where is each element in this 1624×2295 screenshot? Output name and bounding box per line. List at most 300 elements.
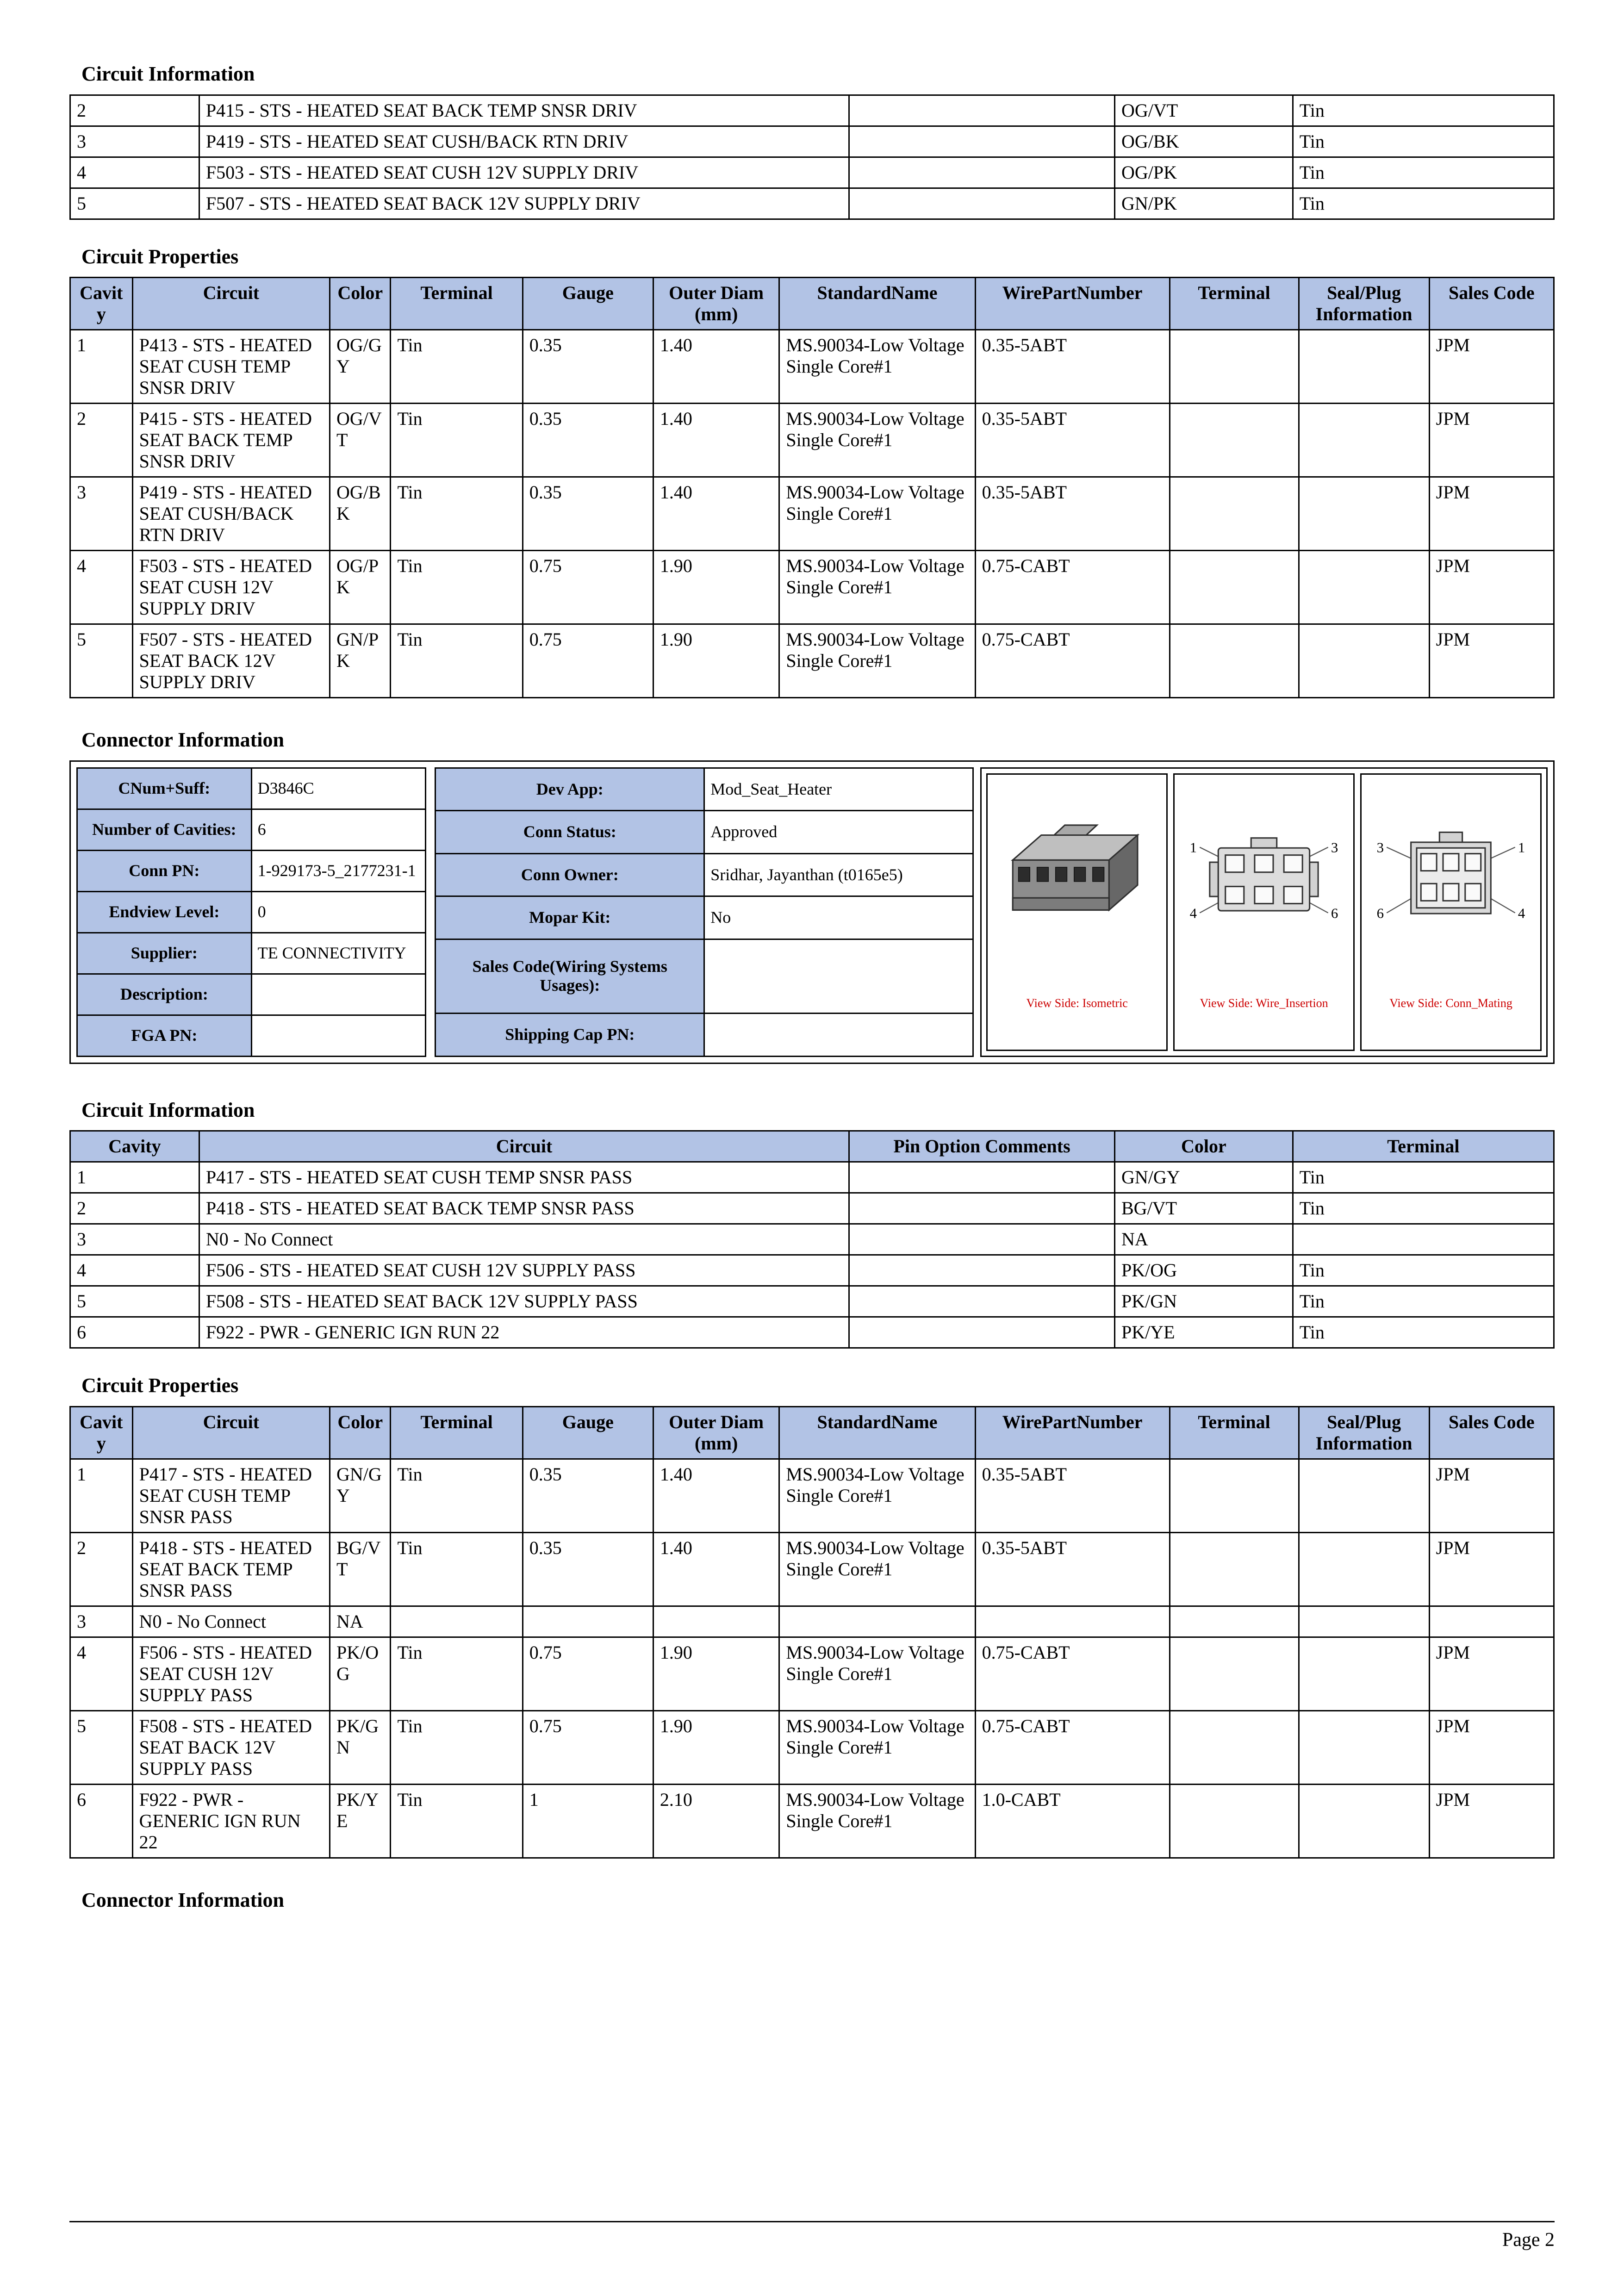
cell-cavity: 5 xyxy=(70,1286,199,1317)
cell-cavity: 1 xyxy=(70,1459,133,1532)
cell-gauge: 0.35 xyxy=(523,477,653,551)
col-header-outer-diam: Outer Diam (mm) xyxy=(653,1406,779,1459)
connector-view-conn-mating xyxy=(1360,773,1542,1051)
cell-terminal: Tin xyxy=(1293,1193,1554,1224)
cell-terminal xyxy=(1293,1224,1554,1255)
cell-standardname: MS.90034-Low Voltage Single Core#1 xyxy=(779,1637,975,1710)
cell-seal-plug xyxy=(1299,1532,1429,1606)
cell-terminal: Tin xyxy=(1293,1317,1554,1348)
col-header-circuit: Circuit xyxy=(132,278,330,330)
cell-cavity: 6 xyxy=(70,1317,199,1348)
cell-standardname: MS.90034-Low Voltage Single Core#1 xyxy=(779,477,975,551)
field-row xyxy=(77,974,426,1015)
cell-seal-plug xyxy=(1299,1784,1429,1858)
cell-cavity: 2 xyxy=(70,95,199,126)
view-caption-wire-insertion: View Side: Wire_Insertion xyxy=(1200,996,1328,1010)
cell-seal-plug xyxy=(1299,1606,1429,1637)
cell-cavity: 5 xyxy=(70,188,199,219)
cell-circuit: P418 - STS - HEATED SEAT BACK TEMP SNSR PASS xyxy=(132,1532,330,1606)
field-value-conn-owner: Sridhar, Jayanthan (t0165e5) xyxy=(704,853,973,896)
table-row xyxy=(70,404,1554,477)
cell-circuit: F922 - PWR - GENERIC IGN RUN 22 xyxy=(199,1317,849,1348)
field-label-supplier: Supplier: xyxy=(77,933,252,974)
cell-terminal: Tin xyxy=(391,477,523,551)
cell-outer-diam: 1.90 xyxy=(653,1637,779,1710)
cell-wirepartnumber: 0.75-CABT xyxy=(975,624,1170,698)
col-header-terminal: Terminal xyxy=(391,1406,523,1459)
cell-circuit: F508 - STS - HEATED SEAT BACK 12V SUPPLY PASS xyxy=(132,1710,330,1784)
field-value-sales-code-usages xyxy=(704,939,973,1013)
cell-circuit: F922 - PWR - GENERIC IGN RUN 22 xyxy=(132,1784,330,1858)
cell-gauge: 0.75 xyxy=(523,1710,653,1784)
cell-cavity: 4 xyxy=(70,157,199,188)
circuit-information-table-1 xyxy=(69,94,1555,220)
col-header-terminal-2: Terminal xyxy=(1170,1406,1299,1459)
cell-terminal: Tin xyxy=(1293,95,1554,126)
field-label-conn-owner: Conn Owner: xyxy=(436,853,704,896)
table-row xyxy=(70,1532,1554,1606)
cell-gauge: 1 xyxy=(523,1784,653,1858)
connector-information-section-2 xyxy=(69,1889,1555,1912)
cell-terminal xyxy=(391,1606,523,1637)
cell-cavity: 6 xyxy=(70,1784,133,1858)
cell-terminal: Tin xyxy=(1293,157,1554,188)
field-value-description xyxy=(251,974,426,1015)
cell-terminal: Tin xyxy=(1293,126,1554,157)
cell-color: PK/GN xyxy=(1115,1286,1293,1317)
field-label-fga-pn: FGA PN: xyxy=(77,1015,252,1056)
col-header-color: Color xyxy=(330,1406,391,1459)
cell-circuit: P419 - STS - HEATED SEAT CUSH/BACK RTN DRIV xyxy=(132,477,330,551)
cell-terminal-2 xyxy=(1170,1459,1299,1532)
field-row xyxy=(77,1015,426,1056)
cell-pin-option xyxy=(849,188,1115,219)
cell-outer-diam: 2.10 xyxy=(653,1784,779,1858)
cell-seal-plug xyxy=(1299,624,1429,698)
cell-cavity: 4 xyxy=(70,1255,199,1286)
col-header-gauge: Gauge xyxy=(523,278,653,330)
col-header-wirepartnumber: WirePartNumber xyxy=(975,278,1170,330)
cell-cavity: 5 xyxy=(70,1710,133,1784)
cell-pin-option xyxy=(849,157,1115,188)
cell-terminal: Tin xyxy=(1293,1162,1554,1193)
col-header-terminal-2: Terminal xyxy=(1170,278,1299,330)
cell-color: OG/VT xyxy=(330,404,391,477)
cell-seal-plug xyxy=(1299,1637,1429,1710)
pin-label-top-right: 1 xyxy=(1518,840,1525,856)
cell-terminal-2 xyxy=(1170,1710,1299,1784)
field-row xyxy=(77,891,426,933)
pin-label-bottom-right: 4 xyxy=(1518,905,1525,921)
cell-circuit: P415 - STS - HEATED SEAT BACK TEMP SNSR DRIV xyxy=(199,95,849,126)
header-row xyxy=(70,278,1554,330)
col-header-color: Color xyxy=(1115,1131,1293,1162)
col-header-color: Color xyxy=(330,278,391,330)
cell-cavity: 4 xyxy=(70,551,133,624)
col-header-sales-code: Sales Code xyxy=(1429,1406,1554,1459)
cell-standardname xyxy=(779,1606,975,1637)
section-heading-connector-information-2: Connector Information xyxy=(81,1888,284,1911)
cell-sales-code: JPM xyxy=(1429,1459,1554,1532)
cell-gauge: 0.75 xyxy=(523,1637,653,1710)
field-value-mopar-kit: No xyxy=(704,896,973,939)
cell-terminal: Tin xyxy=(391,404,523,477)
cell-terminal: Tin xyxy=(391,624,523,698)
cell-terminal: Tin xyxy=(1293,1255,1554,1286)
cell-gauge: 0.35 xyxy=(523,1532,653,1606)
col-header-seal-plug: Seal/Plug Information xyxy=(1299,278,1429,330)
field-label-dev-app: Dev App: xyxy=(436,768,704,811)
cell-cavity: 2 xyxy=(70,1193,199,1224)
cell-color: PK/YE xyxy=(330,1784,391,1858)
cell-standardname: MS.90034-Low Voltage Single Core#1 xyxy=(779,1784,975,1858)
field-label-endview-level: Endview Level: xyxy=(77,891,252,933)
field-label-shipping-cap-pn: Shipping Cap PN: xyxy=(436,1014,704,1057)
cell-color: GN/GY xyxy=(1115,1162,1293,1193)
section-heading-circuit-properties-1: Circuit Properties xyxy=(81,245,239,268)
cell-sales-code: JPM xyxy=(1429,624,1554,698)
field-label-description: Description: xyxy=(77,974,252,1015)
cell-gauge: 0.35 xyxy=(523,1459,653,1532)
pin-label-bottom-right: 6 xyxy=(1331,905,1338,921)
cell-circuit: F507 - STS - HEATED SEAT BACK 12V SUPPLY DRIV xyxy=(132,624,330,698)
cell-color: NA xyxy=(1115,1224,1293,1255)
section-heading-circuit-properties-2: Circuit Properties xyxy=(81,1374,239,1397)
field-label-mopar-kit: Mopar Kit: xyxy=(436,896,704,939)
col-header-standardname: StandardName xyxy=(779,278,975,330)
cell-cavity: 1 xyxy=(70,330,133,404)
cell-outer-diam: 1.90 xyxy=(653,551,779,624)
cell-circuit: P417 - STS - HEATED SEAT CUSH TEMP SNSR PASS xyxy=(199,1162,849,1193)
cell-outer-diam: 1.40 xyxy=(653,330,779,404)
cell-wirepartnumber: 0.35-5ABT xyxy=(975,330,1170,404)
cell-circuit: P413 - STS - HEATED SEAT CUSH TEMP SNSR DRIV xyxy=(132,330,330,404)
cell-wirepartnumber: 1.0-CABT xyxy=(975,1784,1170,1858)
cell-gauge: 0.75 xyxy=(523,551,653,624)
field-value-dev-app: Mod_Seat_Heater xyxy=(704,768,973,811)
table-row xyxy=(70,1784,1554,1858)
pin-label-top-left: 1 xyxy=(1189,840,1197,856)
circuit-information-section-2 xyxy=(69,1099,1555,1349)
col-header-pin-option-comments: Pin Option Comments xyxy=(849,1131,1115,1162)
cell-color: OG/BK xyxy=(330,477,391,551)
connector-view-images xyxy=(980,767,1548,1057)
cell-seal-plug xyxy=(1299,330,1429,404)
cell-pin-option xyxy=(849,95,1115,126)
cell-standardname: MS.90034-Low Voltage Single Core#1 xyxy=(779,624,975,698)
cell-color: OG/VT xyxy=(1115,95,1293,126)
cell-seal-plug xyxy=(1299,404,1429,477)
cell-circuit: F503 - STS - HEATED SEAT CUSH 12V SUPPLY DRIV xyxy=(199,157,849,188)
cell-sales-code: JPM xyxy=(1429,330,1554,404)
cell-terminal-2 xyxy=(1170,1637,1299,1710)
table-row xyxy=(70,477,1554,551)
section-heading-circuit-information-1: Circuit Information xyxy=(81,62,255,85)
cell-terminal: Tin xyxy=(391,551,523,624)
cell-pin-option xyxy=(849,1317,1115,1348)
cell-terminal: Tin xyxy=(391,1710,523,1784)
field-label-conn-status: Conn Status: xyxy=(436,811,704,854)
cell-standardname: MS.90034-Low Voltage Single Core#1 xyxy=(779,330,975,404)
col-header-outer-diam: Outer Diam (mm) xyxy=(653,278,779,330)
cell-cavity: 3 xyxy=(70,1606,133,1637)
page-footer xyxy=(69,2221,1555,2251)
section-heading-circuit-information-2: Circuit Information xyxy=(81,1098,255,1121)
table-row xyxy=(70,1317,1554,1348)
table-row xyxy=(70,1710,1554,1784)
cell-color: PK/GN xyxy=(330,1710,391,1784)
cell-wirepartnumber: 0.35-5ABT xyxy=(975,1459,1170,1532)
col-header-terminal: Terminal xyxy=(1293,1131,1554,1162)
field-row xyxy=(77,933,426,974)
cell-cavity: 1 xyxy=(70,1162,199,1193)
cell-wirepartnumber: 0.35-5ABT xyxy=(975,477,1170,551)
cell-sales-code: JPM xyxy=(1429,1784,1554,1858)
field-value-shipping-cap-pn xyxy=(704,1014,973,1057)
field-row xyxy=(77,809,426,850)
table-row xyxy=(70,1286,1554,1317)
cell-circuit: F507 - STS - HEATED SEAT BACK 12V SUPPLY DRIV xyxy=(199,188,849,219)
cell-outer-diam: 1.40 xyxy=(653,404,779,477)
cell-terminal: Tin xyxy=(391,1784,523,1858)
cell-color: PK/OG xyxy=(1115,1255,1293,1286)
cell-circuit: F506 - STS - HEATED SEAT CUSH 12V SUPPLY PASS xyxy=(199,1255,849,1286)
field-value-conn-status: Approved xyxy=(704,811,973,854)
cell-gauge xyxy=(523,1606,653,1637)
cell-circuit: F503 - STS - HEATED SEAT CUSH 12V SUPPLY DRIV xyxy=(132,551,330,624)
cell-gauge: 0.35 xyxy=(523,330,653,404)
cell-terminal: Tin xyxy=(1293,1286,1554,1317)
cell-circuit: N0 - No Connect xyxy=(199,1224,849,1255)
field-label-sales-code-usages: Sales Code(Wiring Systems Usages): xyxy=(436,939,704,1013)
cell-color: OG/BK xyxy=(1115,126,1293,157)
table-row xyxy=(70,95,1554,126)
cell-outer-diam xyxy=(653,1606,779,1637)
cell-circuit: F506 - STS - HEATED SEAT CUSH 12V SUPPLY PASS xyxy=(132,1637,330,1710)
view-caption-conn-mating: View Side: Conn_Mating xyxy=(1389,996,1512,1010)
cell-wirepartnumber: 0.75-CABT xyxy=(975,1710,1170,1784)
cell-standardname: MS.90034-Low Voltage Single Core#1 xyxy=(779,1532,975,1606)
table-row xyxy=(70,330,1554,404)
cell-terminal: Tin xyxy=(391,1532,523,1606)
cell-seal-plug xyxy=(1299,551,1429,624)
col-header-circuit: Circuit xyxy=(199,1131,849,1162)
col-header-gauge: Gauge xyxy=(523,1406,653,1459)
cell-circuit: P417 - STS - HEATED SEAT CUSH TEMP SNSR PASS xyxy=(132,1459,330,1532)
circuit-properties-section-2 xyxy=(69,1374,1555,1859)
cell-color: OG/PK xyxy=(330,551,391,624)
cell-circuit: N0 - No Connect xyxy=(132,1606,330,1637)
cell-pin-option xyxy=(849,1193,1115,1224)
table-row xyxy=(70,1193,1554,1224)
cell-pin-option xyxy=(849,126,1115,157)
field-label-number-of-cavities: Number of Cavities: xyxy=(77,809,252,850)
cell-color: OG/PK xyxy=(1115,157,1293,188)
cell-sales-code: JPM xyxy=(1429,1710,1554,1784)
cell-sales-code xyxy=(1429,1606,1554,1637)
circuit-information-section-1 xyxy=(69,62,1555,220)
field-row xyxy=(77,850,426,891)
col-header-cavity: Cavity xyxy=(70,1406,133,1459)
cell-color: NA xyxy=(330,1606,391,1637)
cell-terminal-2 xyxy=(1170,1532,1299,1606)
cell-color: BG/VT xyxy=(330,1532,391,1606)
cell-terminal: Tin xyxy=(1293,188,1554,219)
cell-gauge: 0.35 xyxy=(523,404,653,477)
cell-terminal: Tin xyxy=(391,330,523,404)
cell-standardname: MS.90034-Low Voltage Single Core#1 xyxy=(779,404,975,477)
pin-label-top-left: 3 xyxy=(1376,840,1384,856)
field-row xyxy=(77,768,426,809)
connector-conn-mating-drawing xyxy=(1365,778,1537,977)
table-row xyxy=(70,1255,1554,1286)
connector-left-field-table xyxy=(76,767,426,1057)
cell-cavity: 3 xyxy=(70,1224,199,1255)
cell-color: GN/PK xyxy=(1115,188,1293,219)
connector-view-isometric xyxy=(986,773,1168,1051)
table-row xyxy=(70,624,1554,698)
cell-wirepartnumber: 0.35-5ABT xyxy=(975,404,1170,477)
cell-terminal-2 xyxy=(1170,551,1299,624)
field-row xyxy=(436,768,973,811)
field-value-endview-level: 0 xyxy=(251,891,426,933)
cell-wirepartnumber: 0.75-CABT xyxy=(975,1637,1170,1710)
cell-outer-diam: 1.90 xyxy=(653,624,779,698)
table-row xyxy=(70,126,1554,157)
pin-label-top-right: 3 xyxy=(1331,840,1338,856)
field-row xyxy=(436,1014,973,1057)
cell-circuit: P419 - STS - HEATED SEAT CUSH/BACK RTN DRIV xyxy=(199,126,849,157)
cell-cavity: 5 xyxy=(70,624,133,698)
field-value-cnum-suff: D3846C xyxy=(251,768,426,809)
cell-cavity: 3 xyxy=(70,126,199,157)
cell-terminal-2 xyxy=(1170,477,1299,551)
cell-sales-code: JPM xyxy=(1429,404,1554,477)
table-row xyxy=(70,1606,1554,1637)
field-label-conn-pn: Conn PN: xyxy=(77,850,252,891)
cell-outer-diam: 1.90 xyxy=(653,1710,779,1784)
field-value-fga-pn xyxy=(251,1015,426,1056)
circuit-properties-section-1 xyxy=(69,245,1555,699)
circuit-properties-table-1 xyxy=(69,277,1555,698)
cell-wirepartnumber: 0.75-CABT xyxy=(975,551,1170,624)
table-row xyxy=(70,188,1554,219)
cell-terminal: Tin xyxy=(391,1637,523,1710)
cell-sales-code: JPM xyxy=(1429,477,1554,551)
table-row xyxy=(70,1162,1554,1193)
cell-seal-plug xyxy=(1299,1710,1429,1784)
connector-wire-insertion-drawing xyxy=(1178,778,1350,977)
cell-color: PK/OG xyxy=(330,1637,391,1710)
header-row xyxy=(70,1406,1554,1459)
cell-color: PK/YE xyxy=(1115,1317,1293,1348)
connector-info-box xyxy=(69,760,1555,1064)
cell-color: OG/GY xyxy=(330,330,391,404)
cell-pin-option xyxy=(849,1162,1115,1193)
cell-wirepartnumber: 0.35-5ABT xyxy=(975,1532,1170,1606)
field-value-supplier: TE CONNECTIVITY xyxy=(251,933,426,974)
pin-label-bottom-left: 4 xyxy=(1189,905,1197,921)
cell-gauge: 0.75 xyxy=(523,624,653,698)
cell-circuit: P418 - STS - HEATED SEAT BACK TEMP SNSR PASS xyxy=(199,1193,849,1224)
section-heading-connector-information-1: Connector Information xyxy=(81,728,284,752)
cell-terminal: Tin xyxy=(391,1459,523,1532)
cell-color: GN/GY xyxy=(330,1459,391,1532)
circuit-information-table-2 xyxy=(69,1130,1555,1349)
table-row xyxy=(70,157,1554,188)
cell-color: BG/VT xyxy=(1115,1193,1293,1224)
cell-terminal-2 xyxy=(1170,624,1299,698)
table-row xyxy=(70,1637,1554,1710)
cell-outer-diam: 1.40 xyxy=(653,1459,779,1532)
cell-pin-option xyxy=(849,1255,1115,1286)
cell-standardname: MS.90034-Low Voltage Single Core#1 xyxy=(779,551,975,624)
pin-label-bottom-left: 6 xyxy=(1376,905,1384,921)
col-header-cavity: Cavity xyxy=(70,1131,199,1162)
connector-right-field-table xyxy=(435,767,974,1057)
cell-cavity: 3 xyxy=(70,477,133,551)
cell-pin-option xyxy=(849,1224,1115,1255)
cell-standardname: MS.90034-Low Voltage Single Core#1 xyxy=(779,1459,975,1532)
col-header-terminal: Terminal xyxy=(391,278,523,330)
header-row xyxy=(70,1131,1554,1162)
cell-standardname: MS.90034-Low Voltage Single Core#1 xyxy=(779,1710,975,1784)
col-header-seal-plug: Seal/Plug Information xyxy=(1299,1406,1429,1459)
cell-wirepartnumber xyxy=(975,1606,1170,1637)
cell-circuit: F508 - STS - HEATED SEAT BACK 12V SUPPLY PASS xyxy=(199,1286,849,1317)
table-row xyxy=(70,551,1554,624)
field-label-cnum-suff: CNum+Suff: xyxy=(77,768,252,809)
table-row xyxy=(70,1459,1554,1532)
cell-outer-diam: 1.40 xyxy=(653,477,779,551)
col-header-standardname: StandardName xyxy=(779,1406,975,1459)
cell-cavity: 4 xyxy=(70,1637,133,1710)
cell-color: GN/PK xyxy=(330,624,391,698)
col-header-circuit: Circuit xyxy=(132,1406,330,1459)
col-header-wirepartnumber: WirePartNumber xyxy=(975,1406,1170,1459)
field-row xyxy=(436,853,973,896)
view-caption-isometric: View Side: Isometric xyxy=(1026,996,1128,1010)
cell-terminal-2 xyxy=(1170,404,1299,477)
cell-terminal-2 xyxy=(1170,1784,1299,1858)
field-value-conn-pn: 1-929173-5_2177231-1 xyxy=(251,850,426,891)
cell-seal-plug xyxy=(1299,477,1429,551)
cell-pin-option xyxy=(849,1286,1115,1317)
cell-cavity: 2 xyxy=(70,1532,133,1606)
field-row xyxy=(436,939,973,1013)
circuit-properties-table-2 xyxy=(69,1406,1555,1859)
cell-sales-code: JPM xyxy=(1429,551,1554,624)
connector-isometric-drawing xyxy=(991,778,1163,977)
col-header-sales-code: Sales Code xyxy=(1429,278,1554,330)
cell-terminal-2 xyxy=(1170,1606,1299,1637)
field-row xyxy=(436,811,973,854)
cell-circuit: P415 - STS - HEATED SEAT BACK TEMP SNSR DRIV xyxy=(132,404,330,477)
col-header-cavity: Cavity xyxy=(70,278,133,330)
field-value-number-of-cavities: 6 xyxy=(251,809,426,850)
cell-outer-diam: 1.40 xyxy=(653,1532,779,1606)
field-row xyxy=(436,896,973,939)
table-row xyxy=(70,1224,1554,1255)
cell-sales-code: JPM xyxy=(1429,1637,1554,1710)
cell-terminal-2 xyxy=(1170,330,1299,404)
page-number: Page 2 xyxy=(1502,2229,1555,2251)
connector-field-tables xyxy=(76,767,974,1057)
cell-sales-code: JPM xyxy=(1429,1532,1554,1606)
cell-cavity: 2 xyxy=(70,404,133,477)
cell-seal-plug xyxy=(1299,1459,1429,1532)
connector-view-wire-insertion xyxy=(1173,773,1355,1051)
